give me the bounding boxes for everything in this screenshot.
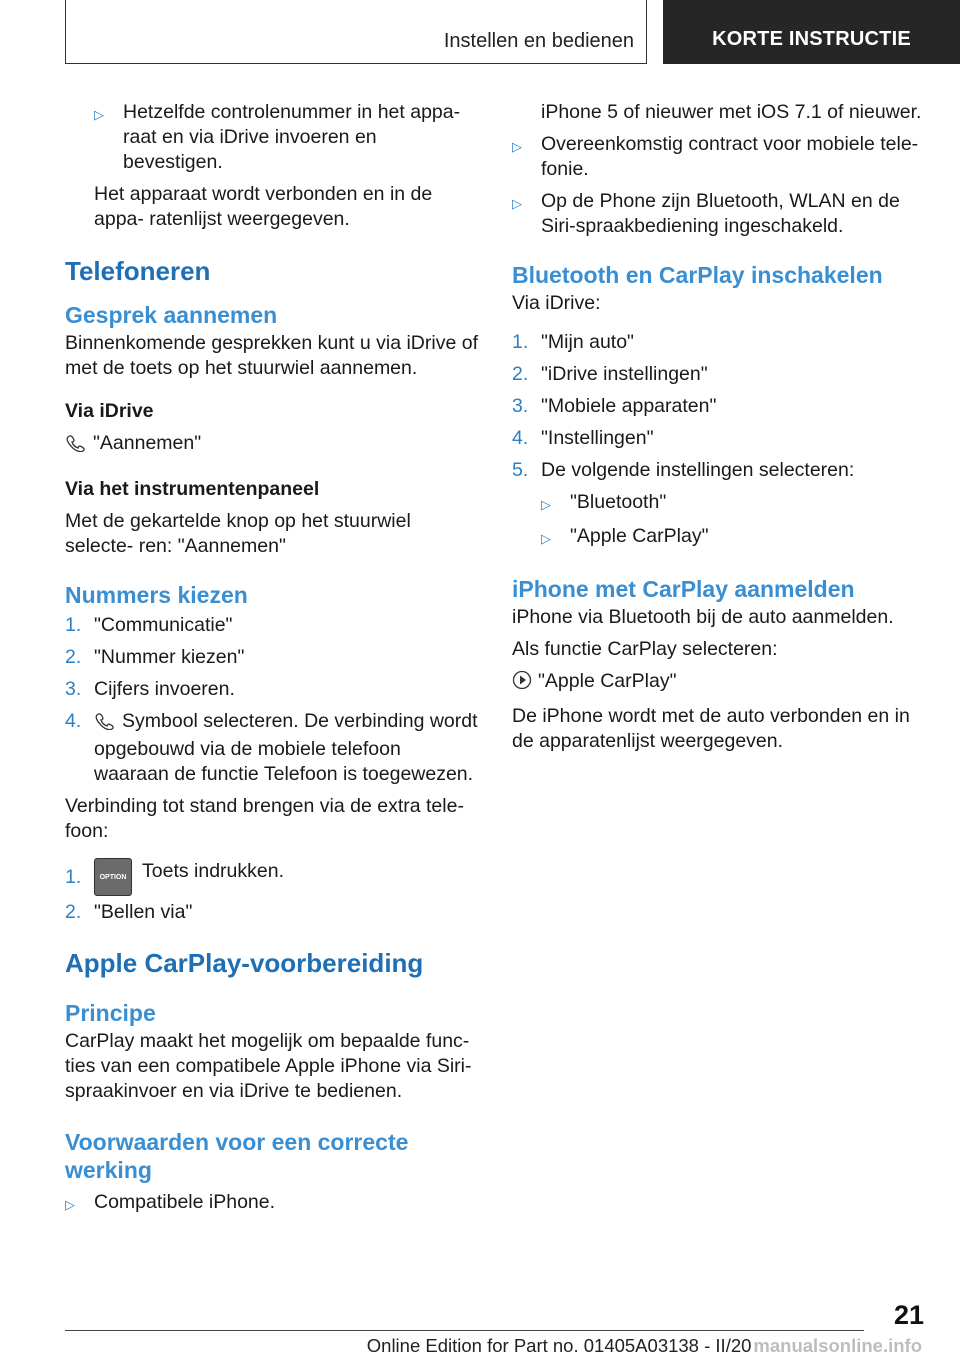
step-text: "Instellingen" bbox=[541, 427, 654, 449]
step-number: 1. bbox=[65, 865, 82, 888]
list-item bbox=[94, 100, 479, 175]
footer-divider bbox=[65, 1330, 864, 1331]
bullet-text: Op de Phone zijn Bluetooth, WLAN en de Siri-spraakbediening ingeschakeld. bbox=[541, 190, 900, 237]
menu-path-apple-carplay bbox=[512, 669, 926, 697]
list-item bbox=[65, 613, 479, 638]
step-text-body: Symbool selecteren. De verbinding wordt opgebouwd via de mobiele telefoon waaraan de functie Telefoon is toegewezen. bbox=[94, 710, 478, 785]
list-item bbox=[512, 132, 926, 182]
step-text: "iDrive instellingen" bbox=[541, 363, 708, 385]
list-item bbox=[65, 677, 479, 702]
bullet-text: Overeenkomstig contract voor mobiele tele‐ fonie. bbox=[541, 133, 919, 180]
carplay-play-icon bbox=[512, 670, 532, 697]
step-text-body: Toets indrukken. bbox=[142, 860, 284, 882]
footer-text: Online Edition for Part no. 01405A03138 - II/20 bbox=[366, 1335, 752, 1356]
step-text: Cijfers invoeren. bbox=[94, 678, 235, 700]
menu-label: "Aannemen" bbox=[93, 432, 202, 454]
step-text bbox=[94, 709, 479, 787]
step-text: "Mijn auto" bbox=[541, 331, 634, 353]
bullet: ▷ bbox=[512, 196, 522, 211]
left-column bbox=[65, 100, 479, 1217]
list-item bbox=[65, 858, 479, 896]
watermark-logo: manualsonline.info bbox=[753, 1335, 922, 1356]
list-item bbox=[65, 645, 479, 670]
list-item bbox=[65, 900, 479, 925]
paragraph: Via iDrive: bbox=[512, 292, 601, 314]
step-text: "Mobiele apparaten" bbox=[541, 395, 717, 417]
heading-nummers-kiezen: Nummers kiezen bbox=[65, 582, 248, 608]
bullet: ▷ bbox=[512, 139, 522, 154]
paragraph: Het apparaat wordt verbonden en in de appa‐ ratenlijst weergegeven. bbox=[94, 183, 433, 230]
list-item bbox=[65, 709, 479, 787]
bullet-text: Compatibele iPhone. bbox=[94, 1191, 276, 1213]
step-number: 2. bbox=[512, 363, 529, 385]
step-text: De volgende instellingen selecteren: bbox=[541, 459, 855, 481]
paragraph: iPhone via Bluetooth bij de auto aanmelden. bbox=[512, 606, 894, 628]
list-item bbox=[65, 1190, 479, 1217]
menu-label: "Apple CarPlay" bbox=[538, 670, 677, 692]
step-number: 3. bbox=[65, 678, 82, 700]
header-section-title: Instellen en bedienen bbox=[443, 30, 634, 52]
footer-edition bbox=[367, 1335, 922, 1357]
paragraph: Binnenkomende gesprekken kunt u via iDrive of met de toets op het stuurwiel aannemen. bbox=[65, 332, 478, 379]
paragraph: De iPhone wordt met de auto verbonden en in de apparatenlijst weergegeven. bbox=[512, 705, 910, 752]
paragraph: Verbinding tot stand brengen via de extra tele‐ foon: bbox=[65, 795, 464, 842]
phone-handset-icon bbox=[65, 434, 87, 459]
list-item bbox=[512, 458, 926, 483]
step-text bbox=[94, 858, 284, 896]
heading-via-instrumentenpaneel: Via het instrumentenpaneel bbox=[65, 478, 320, 500]
heading-telefoneren: Telefoneren bbox=[65, 256, 211, 286]
list-item bbox=[512, 362, 926, 387]
heading-voorwaarden: Voorwaarden voor een correcte werking bbox=[65, 1129, 409, 1183]
bullet-continuation: iPhone 5 of nieuwer met iOS 7.1 of nieuwer. bbox=[541, 101, 922, 123]
step-number: 1. bbox=[65, 614, 82, 636]
bullet: ▷ bbox=[65, 1197, 75, 1212]
step-number: 3. bbox=[512, 395, 529, 417]
menu-path-aannemen bbox=[65, 431, 479, 459]
header-chapter-tab: KORTE INSTRUCTIE bbox=[663, 0, 960, 64]
heading-principe: Principe bbox=[65, 1000, 156, 1026]
bullet-text: "Bluetooth" bbox=[570, 491, 667, 513]
bullet: ▷ bbox=[94, 107, 104, 122]
step-number: 2. bbox=[65, 901, 82, 923]
option-key-icon: OPTION bbox=[94, 858, 132, 896]
paragraph: Met de gekartelde knop op het stuurwiel selecte‐ ren: "Aannemen" bbox=[65, 510, 411, 557]
step-text: "Bellen via" bbox=[94, 901, 193, 923]
heading-bluetooth-carplay: Bluetooth en CarPlay inschakelen bbox=[512, 262, 883, 288]
list-item bbox=[512, 189, 926, 239]
list-item bbox=[541, 490, 926, 517]
step-number: 4. bbox=[65, 710, 82, 732]
phone-handset-icon bbox=[94, 712, 116, 737]
list-item bbox=[512, 330, 926, 355]
heading-gesprek-aannemen: Gesprek aannemen bbox=[65, 302, 278, 328]
list-item bbox=[512, 426, 926, 451]
step-number: 4. bbox=[512, 427, 529, 449]
step-number: 2. bbox=[65, 646, 82, 668]
paragraph: CarPlay maakt het mogelijk om bepaalde func‐ ties van een compatibele Apple iPhone via Siri- spraakinvoer en via iDrive te bedienen. bbox=[65, 1030, 472, 1102]
heading-iphone-aanmelden: iPhone met CarPlay aanmelden bbox=[512, 576, 855, 602]
heading-apple-carplay: Apple CarPlay-voorbereiding bbox=[65, 948, 424, 978]
right-column bbox=[512, 100, 926, 754]
bullet: ▷ bbox=[541, 531, 551, 546]
step-text: "Nummer kiezen" bbox=[94, 646, 245, 668]
page-number: 21 bbox=[893, 1300, 924, 1330]
list-item bbox=[541, 524, 926, 551]
paragraph: Als functie CarPlay selecteren: bbox=[512, 638, 778, 660]
bullet-text: "Apple CarPlay" bbox=[570, 525, 709, 547]
list-item bbox=[512, 394, 926, 419]
step-text: "Communicatie" bbox=[94, 614, 233, 636]
step-number: 5. bbox=[512, 459, 529, 481]
step-number: 1. bbox=[512, 331, 529, 353]
bullet-text: Hetzelfde controlenummer in het appa‐ raat en via iDrive invoeren en bevestigen. bbox=[123, 101, 461, 173]
heading-via-idrive: Via iDrive bbox=[65, 400, 154, 422]
bullet: ▷ bbox=[541, 497, 551, 512]
